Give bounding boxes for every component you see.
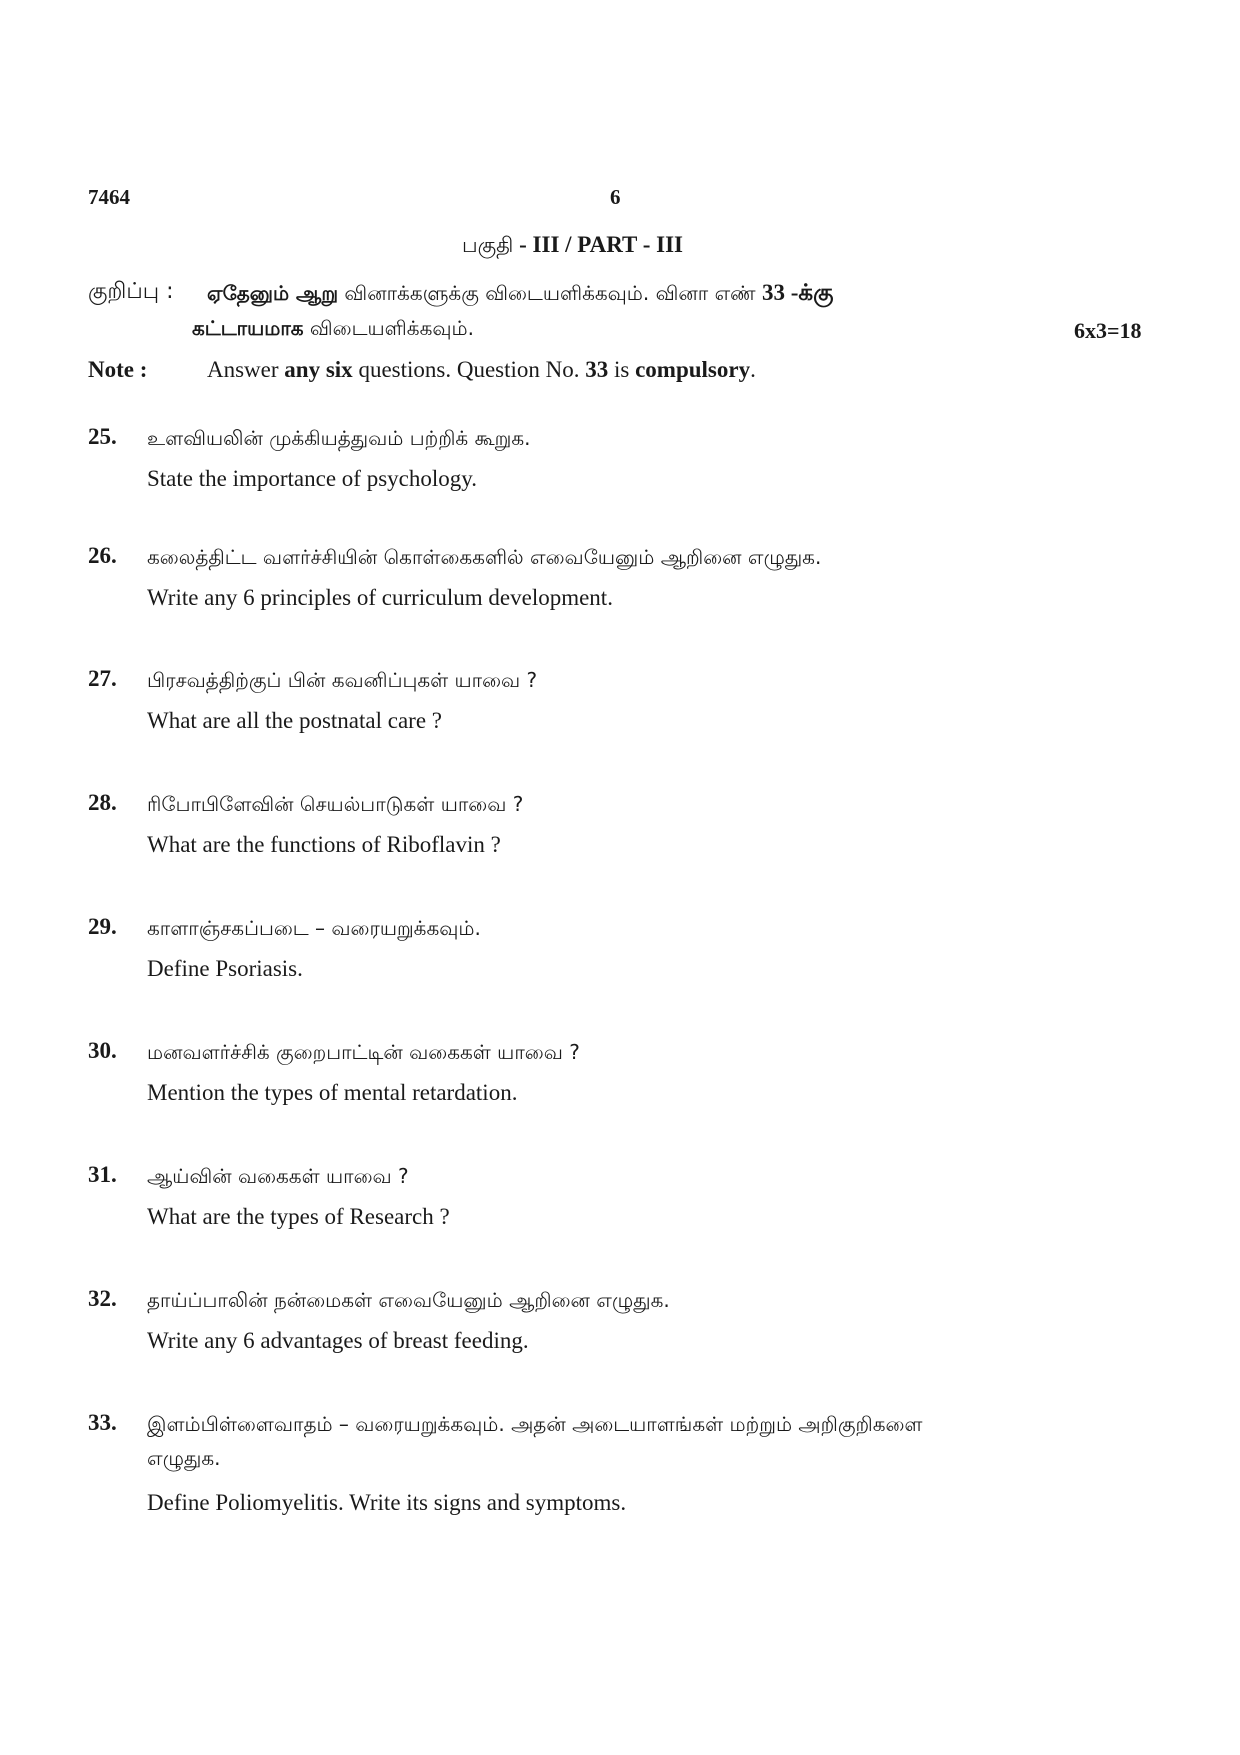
tamil-note-q33: 33 -க்கு	[761, 280, 834, 305]
english-note-text-3: is	[608, 357, 636, 382]
question-tamil: ரிபோபிளேவின் செயல்பாடுகள் யாவை ?	[147, 792, 524, 816]
page-number: 6	[610, 185, 621, 209]
question-tamil: கலைத்திட்ட வளர்ச்சியின் கொள்கைகளில் எவையேனும் ஆறினை எழுதுக.	[147, 545, 822, 569]
question-tamil: காளாஞ்சகப்படை – வரையறுக்கவும்.	[147, 916, 481, 940]
question-tamil: தாய்ப்பாலின் நன்மைகள் எவையேனும் ஆறினை எழுதுக.	[147, 1288, 670, 1312]
english-note-text-4: .	[750, 357, 756, 382]
question-english: Write any 6 advantages of breast feeding.	[147, 1328, 529, 1353]
marks-allocation: 6x3=18	[1074, 318, 1142, 343]
question-number: 33.	[88, 1410, 117, 1435]
tamil-note-any-six: ஏதேனும் ஆறு	[207, 281, 339, 305]
question-english: What are the types of Research ?	[147, 1204, 450, 1229]
question-tamil: மனவளர்ச்சிக் குறைபாட்டின் வகைகள் யாவை ?	[147, 1040, 580, 1064]
tamil-note-text-1: வினாக்களுக்கு விடையளிக்கவும். வினா எண்	[338, 281, 762, 305]
tamil-note-compulsory: கட்டாயமாக	[192, 316, 304, 340]
question-number: 30.	[88, 1038, 117, 1063]
question-number: 26.	[88, 543, 117, 568]
question-english: Define Poliomyelitis. Write its signs and symptoms.	[147, 1490, 627, 1515]
question-english: Write any 6 principles of curriculum development.	[147, 585, 613, 610]
question-number: 27.	[88, 666, 117, 691]
paper-code: 7464	[88, 185, 130, 209]
question-tamil: ஆய்வின் வகைகள் யாவை ?	[147, 1164, 409, 1188]
question-tamil: உளவியலின் முக்கியத்துவம் பற்றிக் கூறுக.	[147, 426, 531, 450]
part-heading-english: III / PART - III	[532, 232, 683, 257]
question-tamil-line-2: எழுதுக.	[147, 1446, 221, 1470]
part-heading-dash: -	[513, 232, 533, 257]
question-number: 29.	[88, 914, 117, 939]
part-heading	[462, 232, 683, 260]
tamil-note-text-2: விடையளிக்கவும்.	[303, 316, 474, 340]
english-note-q33: 33	[585, 357, 609, 382]
question-english: Define Psoriasis.	[147, 956, 303, 981]
question-tamil: இளம்பிள்ளைவாதம் – வரையறுக்கவும். அதன் அடையாளங்கள் மற்றும் அறிகுறிகளை	[147, 1412, 923, 1436]
question-number: 32.	[88, 1286, 117, 1311]
english-note-text	[207, 357, 756, 383]
tamil-note-line-2	[192, 316, 474, 343]
question-english: What are the functions of Riboflavin ?	[147, 832, 501, 857]
part-heading-tamil: பகுதி	[462, 233, 514, 257]
question-english: State the importance of psychology.	[147, 466, 478, 491]
english-note-compulsory: compulsory	[635, 357, 751, 382]
question-number: 31.	[88, 1162, 117, 1187]
english-note-any-six: any six	[284, 357, 353, 382]
question-english: Mention the types of mental retardation.	[147, 1080, 518, 1105]
tamil-note-label: குறிப்பு :	[88, 279, 174, 304]
tamil-note-line-1	[207, 280, 833, 309]
english-note-text-1: Answer	[207, 357, 285, 382]
question-english: What are all the postnatal care ?	[147, 708, 443, 733]
question-number: 28.	[88, 790, 117, 815]
question-number: 25.	[88, 424, 117, 449]
question-tamil: பிரசவத்திற்குப் பின் கவனிப்புகள் யாவை ?	[147, 668, 538, 692]
english-note-text-2: questions. Question No.	[352, 357, 586, 382]
english-note-label: Note :	[88, 357, 148, 382]
